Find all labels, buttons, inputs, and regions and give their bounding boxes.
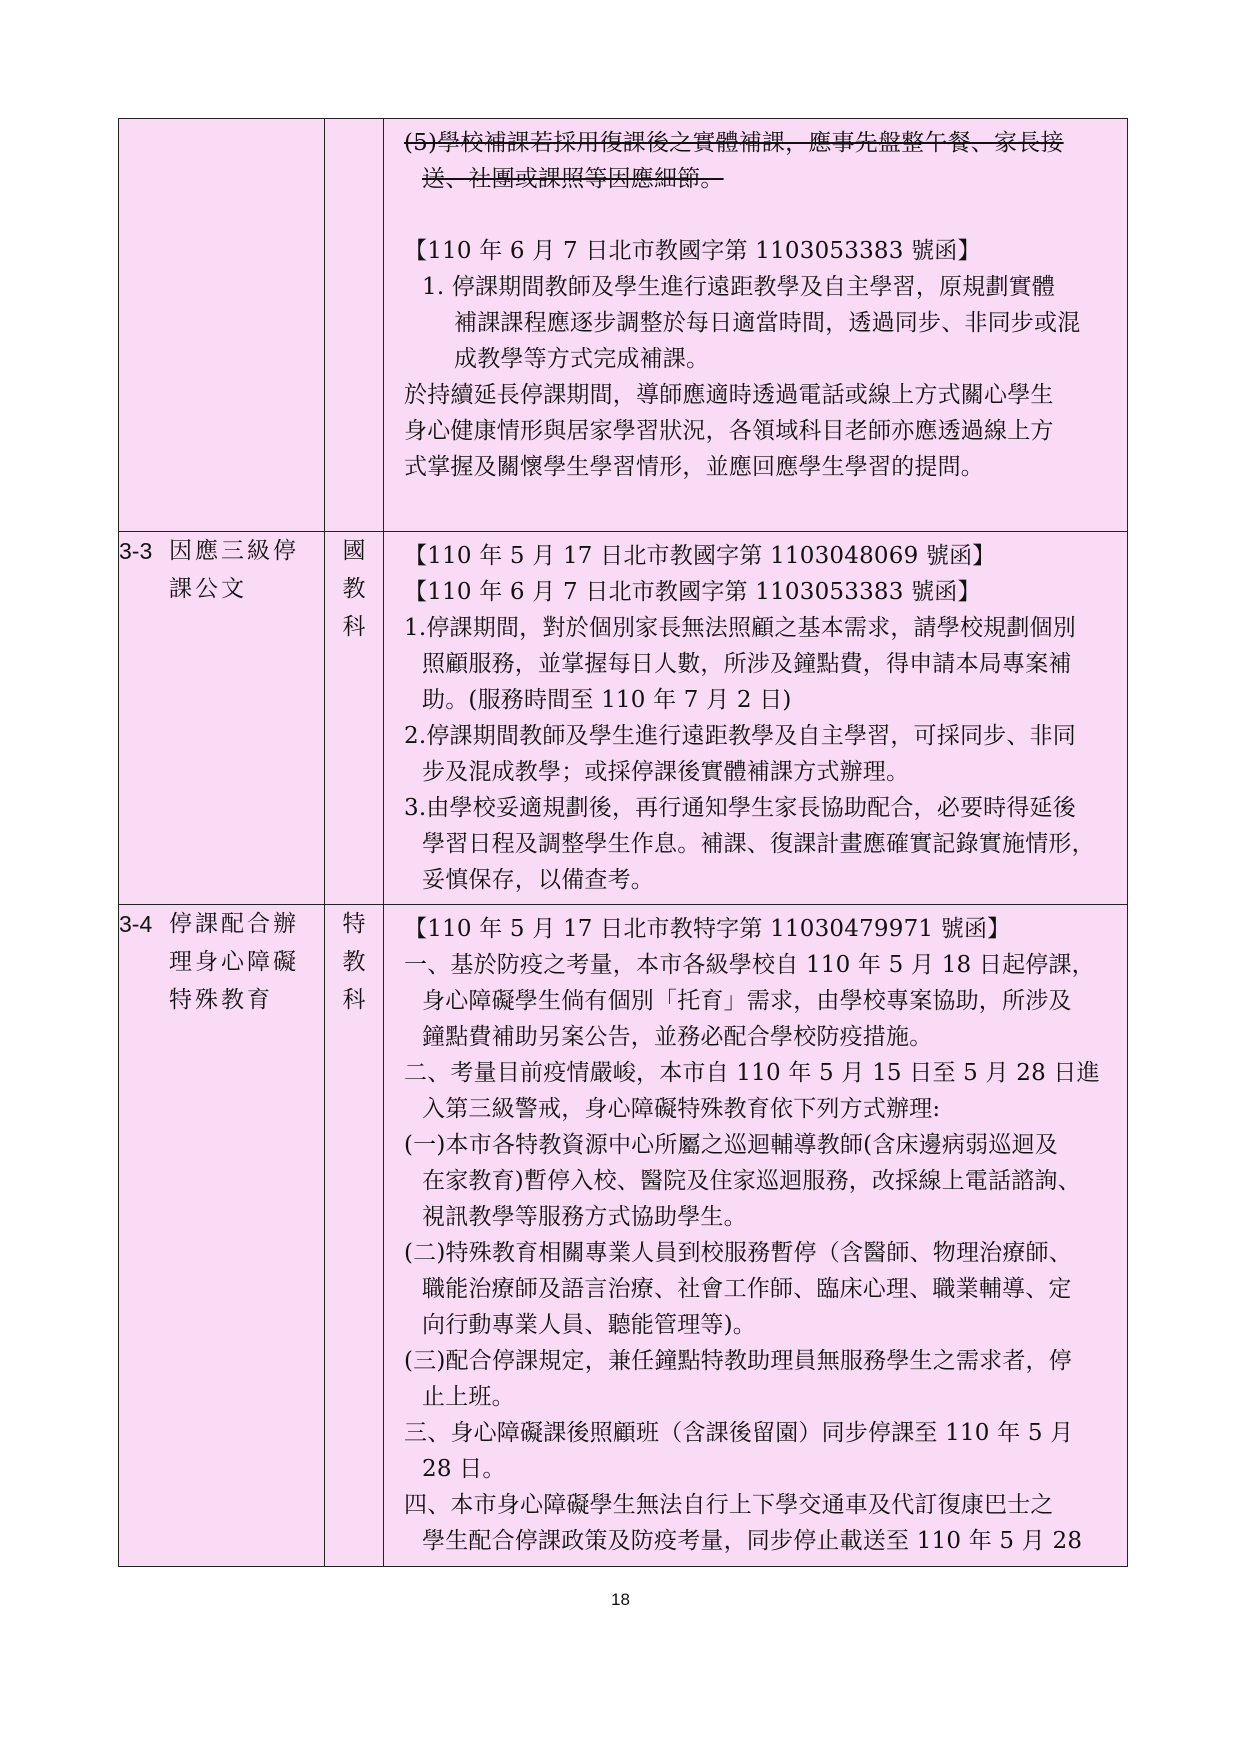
table-row: [119, 119, 1128, 532]
table-row: [119, 905, 1128, 1567]
document-table: [118, 118, 1128, 1567]
list-item: 三、身心障礙課後照顧班（含課後留園）同步停課至 110 年 5 月: [404, 1420, 1074, 1446]
list-item: 一、基於防疫之考量，本市各級學校自 110 年 5 月 18 日起停課，: [404, 952, 1095, 978]
notice-reference: 【110 年 6 月 7 日北市教國字第 1103053383 號函】: [404, 579, 981, 605]
struck-text-line: 送、社團或課照等因應細節。: [422, 166, 724, 192]
list-item-continued: 助。(服務時間至 110 年 7 月 2 日): [422, 687, 792, 713]
item-title: 停課配合辦 理身心障礙 特殊教育: [169, 911, 299, 1013]
list-item: 3.由學校妥適規劃後，再行通知學生家長協助配合，必要時得延後: [404, 795, 1076, 821]
item-cell: [119, 532, 325, 905]
list-item-continued: 步及混成教學；或採停課後實體補課方式辦理。: [422, 759, 910, 785]
list-item-continued: 身心障礙學生倘有個別「托育」需求，由學校專案協助，所涉及: [422, 988, 1072, 1014]
unit-label: 科: [342, 987, 366, 1013]
list-item: (二)特殊教育相關專業人員到校服務暫停（含醫師、物理治療師、: [404, 1240, 1072, 1266]
list-item: 二、考量目前疫情嚴峻，本市自 110 年 5 月 15 日至 5 月 28 日進: [404, 1060, 1100, 1086]
list-item-continued: 28 日。: [422, 1456, 506, 1482]
item-title: 因應三級停 課公文: [169, 538, 299, 602]
list-item-continued: 鐘點費補助另案公告，並務必配合學校防疫措施。: [422, 1024, 933, 1050]
content-cell: [384, 532, 1128, 905]
list-item-continued: 向行動專業人員、聽能管理等)。: [422, 1312, 756, 1338]
item-cell: [119, 119, 325, 532]
content-cell: [384, 119, 1128, 532]
item-number: 3-4: [119, 911, 153, 937]
list-item-continued: 視訊教學等服務方式協助學生。: [422, 1204, 747, 1230]
unit-cell: [325, 905, 384, 1567]
list-item: 1. 停課期間教師及學生進行遠距教學及自主學習，原規劃實體: [422, 274, 1056, 300]
notice-reference: 【110 年 5 月 17 日北市教特字第 11030479971 號函】: [404, 916, 1011, 942]
unit-label: 教: [342, 949, 366, 975]
item-cell: [119, 905, 325, 1567]
list-item-continued: 妥慎保存，以備查考。: [422, 867, 654, 893]
list-item: (一)本市各特教資源中心所屬之巡迴輔導教師(含床邊病弱巡迴及: [404, 1132, 1058, 1158]
unit-cell: [325, 119, 384, 532]
struck-text-line: (5)學校補課若採用復課後之實體補課，應事先盤整午餐、家長接: [404, 130, 1064, 156]
unit-label: 國: [342, 538, 366, 564]
list-item-continued: 學生配合停課政策及防疫考量，同步停止載送至 110 年 5 月 28: [422, 1528, 1083, 1554]
list-item-continued: 止上班。: [422, 1384, 515, 1410]
table-row: [119, 532, 1128, 905]
paragraph-line: 身心健康情形與居家學習狀況，各領域科目老師亦應透過線上方: [404, 418, 1054, 444]
content-cell: [384, 905, 1128, 1567]
unit-cell: [325, 532, 384, 905]
list-item-continued: 職能治療師及語言治療、社會工作師、臨床心理、職業輔導、定: [422, 1276, 1072, 1302]
list-item-continued: 入第三級警戒，身心障礙特殊教育依下列方式辦理:: [422, 1096, 941, 1122]
list-item: 1.停課期間，對於個別家長無法照顧之基本需求，請學校規劃個別: [404, 615, 1076, 641]
list-item-continued: 照顧服務，並掌握每日人數，所涉及鐘點費，得申請本局專案補: [422, 651, 1072, 677]
list-item: (三)配合停課規定，兼任鐘點特教助理員無服務學生之需求者，停: [404, 1348, 1072, 1374]
notice-reference: 【110 年 5 月 17 日北市教國字第 1103048069 號函】: [404, 543, 996, 569]
page-number: 18: [611, 1590, 630, 1609]
list-item-continued: 學習日程及調整學生作息。補課、復課計畫應確實記錄實施情形，: [422, 831, 1095, 857]
unit-label: 教: [342, 576, 366, 602]
list-item-continued: 在家教育)暫停入校、醫院及住家巡迴服務，改採線上電話諮詢、: [422, 1168, 1081, 1194]
item-number: 3-3: [119, 538, 153, 564]
notice-reference: 【110 年 6 月 7 日北市教國字第 1103053383 號函】: [404, 238, 981, 264]
paragraph-line: 式掌握及關懷學生學習情形，並應回應學生學習的提問。: [404, 454, 984, 480]
paragraph-line: 於持續延長停課期間，導師應適時透過電話或線上方式關心學生: [404, 382, 1054, 408]
list-item-continued: 成教學等方式完成補課。: [454, 346, 710, 372]
list-item-continued: 補課課程應逐步調整於每日適當時間，透過同步、非同步或混: [454, 310, 1081, 336]
unit-label: 特: [342, 911, 366, 937]
unit-label: 科: [342, 614, 366, 640]
list-item: 四、本市身心障礙學生無法自行上下學交通車及代訂復康巴士之: [404, 1492, 1054, 1518]
list-item: 2.停課期間教師及學生進行遠距教學及自主學習，可採同步、非同: [404, 723, 1076, 749]
